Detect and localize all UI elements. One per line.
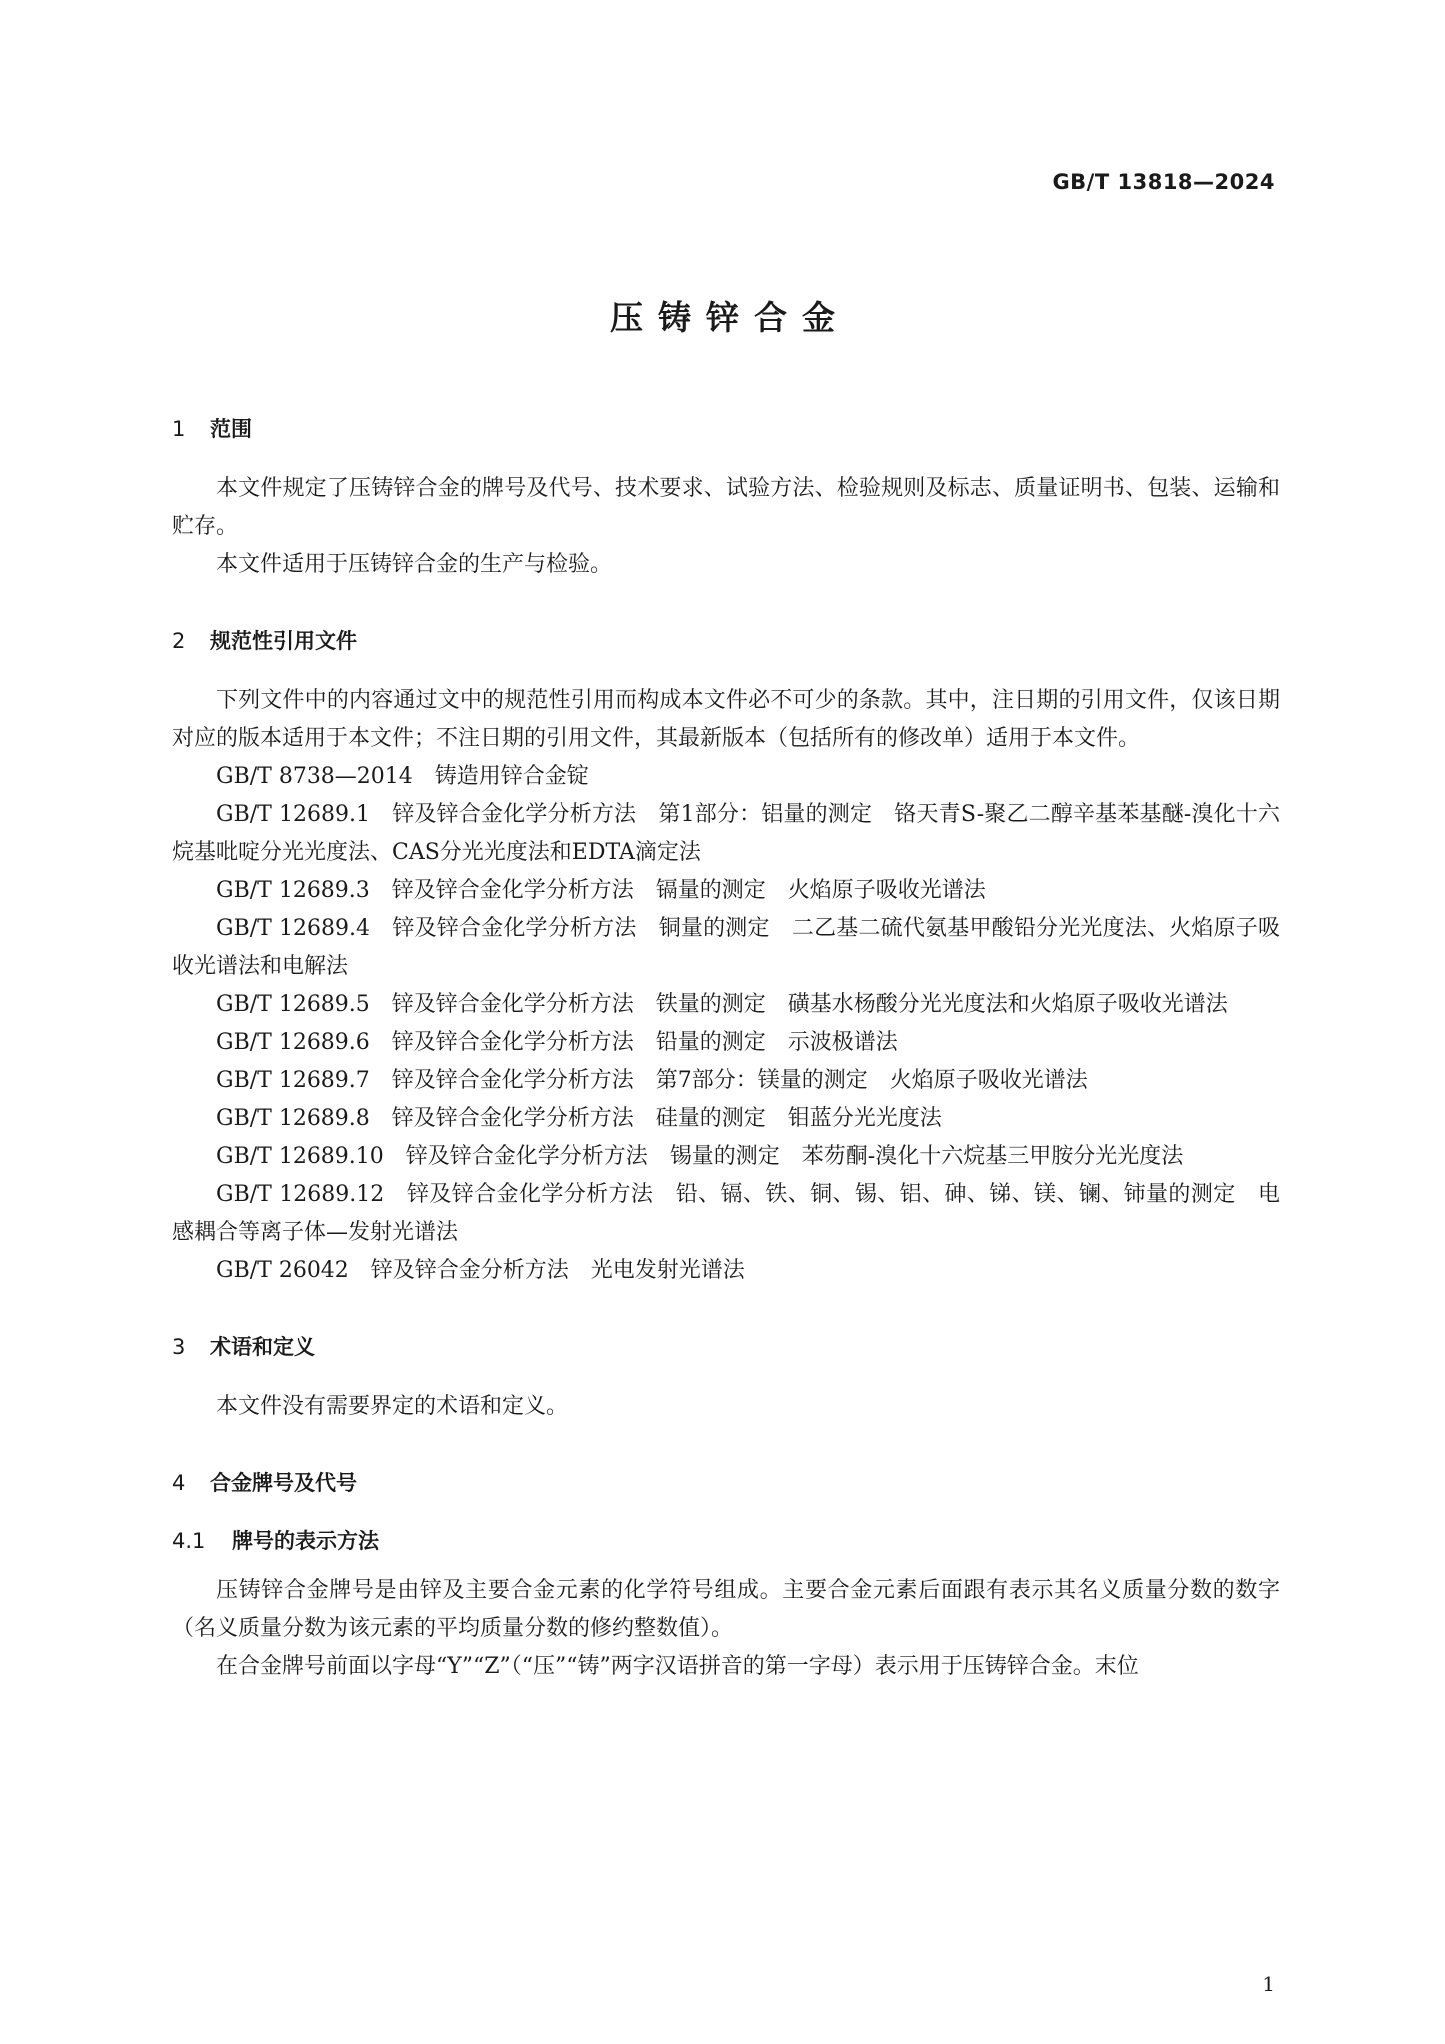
section-title: 术语和定义 [210,1335,315,1359]
paragraph: 压铸锌合金牌号是由锌及主要合金元素的化学符号组成。主要合金元素后面跟有表示其名义质量分数的数字（名义质量分数为该元素的平均质量分数的修约整数值）。 [172,1578,1280,1641]
reference-item: GB/T 12689.6 锌及锌合金化学分析方法 铅量的测定 示波极谱法 [216,1030,898,1055]
standard-code: GB/T 13818—2024 [1052,170,1275,194]
reference-item: GB/T 8738—2014 铸造用锌合金锭 [216,764,589,789]
paragraph: 本文件没有需要界定的术语和定义。 [216,1394,569,1419]
subsection-heading [172,1524,1280,1558]
section-heading [172,624,1280,658]
section-number: 2 [172,629,186,653]
paragraph: 本文件适用于压铸锌合金的生产与检验。 [216,552,613,577]
reference-item: GB/T 12689.1 锌及锌合金化学分析方法 第1部分：铝量的测定 铬天青S-聚乙二醇辛基苯基醚-溴化十六烷基吡啶分光光度法、CAS分光光度法和EDTA滴定法 [172,802,1280,865]
document-body [172,412,1280,1686]
section-title: 规范性引用文件 [210,629,357,653]
reference-item: GB/T 12689.5 锌及锌合金化学分析方法 铁量的测定 磺基水杨酸分光光度法和火焰原子吸收光谱法 [216,992,1228,1017]
reference-item: GB/T 12689.8 锌及锌合金化学分析方法 硅量的测定 钼蓝分光光度法 [216,1106,942,1131]
document-title: 压铸锌合金 [610,298,850,337]
reference-item: GB/T 12689.4 锌及锌合金化学分析方法 铜量的测定 二乙基二硫代氨基甲酸铅分光光度法、火焰原子吸收光谱法和电解法 [172,916,1280,979]
section-heading [172,1466,1280,1500]
reference-item: GB/T 12689.7 锌及锌合金化学分析方法 第7部分：镁量的测定 火焰原子吸收光谱法 [216,1068,1088,1093]
section-title: 范围 [210,417,252,441]
subsection-title: 牌号的表示方法 [232,1529,379,1553]
reference-item: GB/T 12689.12 锌及锌合金化学分析方法 铅、镉、铁、铜、锡、铝、砷、锑、镁、镧、铈量的测定 电感耦合等离子体—发射光谱法 [172,1182,1280,1245]
paragraph: 下列文件中的内容通过文中的规范性引用而构成本文件必不可少的条款。其中，注日期的引用文件，仅该日期对应的版本适用于本文件；不注日期的引用文件，其最新版本（包括所有的修改单）适用于本文件。 [172,688,1280,751]
section-number: 1 [172,417,186,441]
section-heading [172,412,1280,446]
reference-item: GB/T 12689.3 锌及锌合金化学分析方法 镉量的测定 火焰原子吸收光谱法 [216,878,986,903]
section-title: 合金牌号及代号 [210,1471,357,1495]
subsection-number: 4.1 [172,1529,206,1553]
section-number: 4 [172,1471,186,1495]
paragraph: 本文件规定了压铸锌合金的牌号及代号、技术要求、试验方法、检验规则及标志、质量证明书、包装、运输和贮存。 [172,476,1280,539]
section-number: 3 [172,1335,186,1359]
section-heading [172,1330,1280,1364]
reference-item: GB/T 26042 锌及锌合金分析方法 光电发射光谱法 [216,1258,745,1283]
page-number: 1 [1262,1972,1275,1996]
paragraph: 在合金牌号前面以字母“Y”“Z”（“压”“铸”两字汉语拼音的第一字母）表示用于压铸锌合金。末位 [216,1654,1139,1679]
reference-item: GB/T 12689.10 锌及锌合金化学分析方法 锡量的测定 苯芴酮-溴化十六烷基三甲胺分光光度法 [216,1144,1184,1169]
